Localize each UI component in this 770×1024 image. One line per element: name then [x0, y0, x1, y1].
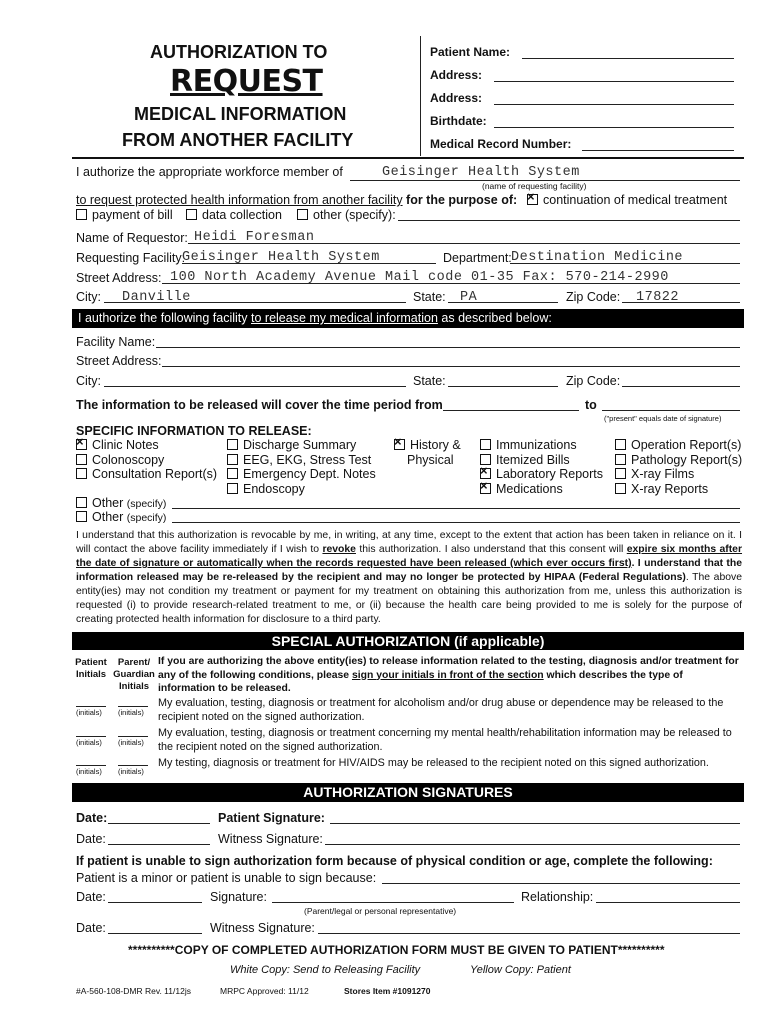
- specific-col1-item[interactable]: Colonoscopy: [76, 453, 164, 467]
- stores-item: Stores Item #1091270: [344, 986, 431, 996]
- relationship-label: Relationship:: [521, 890, 594, 904]
- requestor-street-value[interactable]: 100 North Academy Avenue Mail code 01-35 Fax: 570-214-2990: [170, 270, 669, 285]
- rep-witness-field[interactable]: [318, 933, 740, 934]
- checkbox-icon[interactable]: [615, 483, 626, 494]
- purpose-bill-option[interactable]: payment of bill: [76, 208, 173, 222]
- initials-caption: (initials): [76, 708, 102, 717]
- purpose-other-field[interactable]: [398, 220, 740, 221]
- specific-col1-item[interactable]: ×Clinic Notes: [76, 438, 159, 452]
- specific-col5-item[interactable]: X-ray Films: [615, 467, 694, 481]
- checkbox-icon[interactable]: [615, 454, 626, 465]
- requestor-state-label: State:: [413, 290, 446, 304]
- department-label: Department:: [443, 251, 512, 265]
- parent-caption: (Parent/legal or personal representative): [304, 906, 457, 916]
- address2-label: Address:: [430, 91, 483, 105]
- checkbox-icon[interactable]: [615, 439, 626, 450]
- checkbox-icon[interactable]: [297, 209, 308, 220]
- date-label: Date:: [76, 890, 106, 904]
- yellow-copy-note: Yellow Copy: Patient: [470, 964, 571, 976]
- specific-col1-item[interactable]: Consultation Report(s): [76, 467, 217, 481]
- mrn-field[interactable]: [582, 150, 734, 151]
- date-label: Date:: [76, 921, 106, 935]
- witness-signature-label: Witness Signature:: [218, 832, 323, 846]
- specific-col4-item[interactable]: Immunizations: [480, 438, 577, 452]
- relationship-field[interactable]: [596, 902, 740, 903]
- purpose-data-option[interactable]: data collection: [186, 208, 282, 222]
- checkbox-icon[interactable]: [227, 454, 238, 465]
- initials-patient-2[interactable]: [76, 736, 106, 737]
- rep-signature-field[interactable]: [272, 902, 514, 903]
- address1-label: Address:: [430, 68, 483, 82]
- special-authorization-bar: SPECIAL AUTHORIZATION (if applicable): [72, 632, 744, 650]
- other1-field[interactable]: [172, 508, 740, 509]
- other1-option[interactable]: Other (specify): [76, 496, 166, 510]
- patient-initials-header: Patient Initials: [75, 657, 107, 680]
- header-bottom-rule: [72, 157, 744, 159]
- special-item-1: My evaluation, testing, diagnosis or treatment for alcoholism and/or drug abuse or dependence may be released to the recipient noted on the signed authorization.: [158, 697, 724, 723]
- unable-heading: If patient is unable to sign authorization form because of physical condition or age, complete the following:: [76, 854, 713, 868]
- mrpc-approved: MRPC Approved: 11/12: [220, 986, 309, 996]
- header-divider: [420, 36, 421, 156]
- specific-info-heading: SPECIFIC INFORMATION TO RELEASE:: [76, 424, 312, 438]
- white-copy-note: White Copy: Send to Releasing Facility: [230, 964, 421, 976]
- initials-caption: (initials): [76, 767, 102, 776]
- initials-guardian-2[interactable]: [118, 736, 148, 737]
- release-street-label: Street Address:: [76, 354, 162, 368]
- requestor-city-value[interactable]: Danville: [122, 290, 191, 305]
- specific-col2-item[interactable]: Discharge Summary: [227, 438, 356, 452]
- checkbox-icon[interactable]: [76, 209, 87, 220]
- other2-option[interactable]: Other (specify): [76, 510, 166, 524]
- legal-paragraph: I understand that this authorization is revocable by me, in writing, at any time, except to the extent that action has been taken in reliance on it. I will contact the above facility immediately if I wish to revoke this authorization. I also understand that this consent will expire six months after the date of signature or automatically when the records requested have been released (which ever occurs first). I understand that the information released may be re-released by the recipient and may no longer be protected by HIPAA (Federal Regulations). The above entity(ies) may not condition my treatment or payment for my treatment on obtaining this authorization from me, unless this authorization is requested (i) to provide research-related treatment to me, or (ii) because the health care being provided to me is solely for the purpose of creating protected health information for disclosure to a third party.: [76, 530, 743, 625]
- unable-reason-field[interactable]: [382, 883, 740, 884]
- specific-col4-item[interactable]: ×Laboratory Reports: [480, 467, 603, 481]
- authorization-signatures-bar: AUTHORIZATION SIGNATURES: [72, 783, 744, 802]
- rep-date-field[interactable]: [108, 902, 202, 903]
- specific-col5-item[interactable]: Operation Report(s): [615, 438, 741, 452]
- requesting-facility-caption: (name of requesting facility): [482, 181, 587, 191]
- checkbox-icon[interactable]: [615, 468, 626, 479]
- department-value[interactable]: Destination Medicine: [511, 250, 684, 265]
- rep-signature-label: Signature:: [210, 890, 267, 904]
- release-facility-label: Facility Name:: [76, 335, 156, 349]
- patient-date-field[interactable]: [108, 823, 210, 824]
- period-to-field[interactable]: [602, 410, 740, 411]
- special-item-3: My testing, diagnosis or treatment for HIV/AIDS may be released to the recipient noted on this signed authorization.: [158, 757, 709, 769]
- form-title-request: REQUEST: [170, 64, 323, 99]
- form-number: #A-560-108-DMR Rev. 11/12js: [76, 986, 191, 996]
- address1-field[interactable]: [494, 81, 734, 82]
- release-facility-field[interactable]: [156, 347, 740, 348]
- initials-caption: (initials): [118, 708, 144, 717]
- requesting-facility-value[interactable]: Geisinger Health System: [382, 165, 580, 180]
- rep-witness-date-field[interactable]: [108, 933, 202, 934]
- requestor-street-label: Street Address:: [76, 271, 162, 285]
- checkbox-icon[interactable]: [480, 439, 491, 450]
- special-item-2: My evaluation, testing, diagnosis or treatment concerning my mental health/rehabilitation information may be released to the recipient noted on the signed authorization.: [158, 727, 732, 753]
- checkbox-icon[interactable]: [76, 468, 87, 479]
- checkbox-checked-icon[interactable]: [394, 439, 405, 450]
- release-state-field[interactable]: [448, 386, 558, 387]
- other2-field[interactable]: [172, 522, 740, 523]
- copy-notice: **********COPY OF COMPLETED AUTHORIZATION FORM MUST BE GIVEN TO PATIENT**********: [128, 943, 665, 957]
- purpose-line: to request protected health information from another facility for the purpose of:: [76, 193, 518, 207]
- requestor-city-label: City:: [76, 290, 101, 304]
- specific-col5-item[interactable]: X-ray Reports: [615, 482, 708, 496]
- requesting-facility-line-value[interactable]: Geisinger Health System: [182, 250, 380, 265]
- release-authorization-bar: I authorize the following facility to release my medical information as described below:: [72, 309, 744, 328]
- present-note: ("present" equals date of signature): [604, 414, 722, 423]
- release-city-field[interactable]: [104, 386, 406, 387]
- release-state-label: State:: [413, 374, 446, 388]
- purpose-label: for the purpose of: [406, 193, 513, 207]
- specific-col2-item[interactable]: Emergency Dept. Notes: [227, 467, 376, 481]
- requestor-name-value[interactable]: Heidi Foresman: [194, 230, 315, 245]
- patient-signature-label: Patient Signature:: [218, 811, 325, 825]
- checkbox-checked-icon[interactable]: [76, 439, 87, 450]
- form-title-line4: FROM ANOTHER FACILITY: [122, 130, 354, 150]
- requestor-zip-value[interactable]: 17822: [636, 290, 680, 305]
- period-from-field[interactable]: [443, 410, 579, 411]
- release-zip-label: Zip Code:: [566, 374, 621, 388]
- checkbox-icon[interactable]: [227, 483, 238, 494]
- period-to-label: to: [585, 398, 597, 412]
- checkbox-icon[interactable]: [227, 468, 238, 479]
- specific-col2-item[interactable]: Endoscopy: [227, 482, 305, 496]
- birthdate-field[interactable]: [494, 127, 734, 128]
- checkbox-checked-icon[interactable]: [480, 483, 491, 494]
- special-intro: If you are authorizing the above entity(ies) to release information related to the testing, diagnosis and/or treatment for any of the following conditions, please sign your initials in front of the section which describes the type of information to be released.: [158, 656, 739, 694]
- address2-field[interactable]: [494, 104, 734, 105]
- unable-reason-label: Patient is a minor or patient is unable to sign because:: [76, 871, 377, 885]
- purpose-continuation-option[interactable]: × continuation of medical treatment: [527, 193, 727, 207]
- specific-col4-item[interactable]: Itemized Bills: [480, 453, 570, 467]
- witness-signature-field[interactable]: [325, 844, 740, 845]
- rep-witness-label: Witness Signature:: [210, 921, 315, 935]
- initials-guardian-3[interactable]: [118, 765, 148, 766]
- birthdate-label: Birthdate:: [430, 114, 487, 128]
- specific-col5-item[interactable]: Pathology Report(s): [615, 453, 742, 467]
- initials-patient-3[interactable]: [76, 765, 106, 766]
- requestor-state-value[interactable]: PA: [460, 290, 478, 305]
- specific-history-physical-line2: Physical: [407, 453, 454, 467]
- witness-date-field[interactable]: [108, 844, 210, 845]
- purpose-prefix: to request protected health information from another facility: [76, 193, 403, 207]
- initials-caption: (initials): [118, 738, 144, 747]
- date-label: Date:: [76, 811, 108, 825]
- patient-name-label: Patient Name:: [430, 45, 511, 59]
- guardian-initials-header: Parent/ Guardian Initials: [113, 657, 155, 692]
- checkbox-icon[interactable]: [76, 497, 87, 508]
- specific-col4-item[interactable]: ×Medications: [480, 482, 563, 496]
- specific-history-physical[interactable]: ×History &: [394, 438, 461, 452]
- patient-signature-field[interactable]: [330, 823, 740, 824]
- release-zip-field[interactable]: [622, 386, 740, 387]
- patient-name-field[interactable]: [522, 58, 734, 59]
- form-title-line1: AUTHORIZATION TO: [150, 42, 328, 62]
- authorize-prefix: I authorize the appropriate workforce member of: [76, 165, 343, 179]
- release-street-field[interactable]: [162, 366, 740, 367]
- initials-caption: (initials): [76, 738, 102, 747]
- checkbox-icon[interactable]: [227, 439, 238, 450]
- date-label: Date:: [76, 832, 106, 846]
- specific-col2-item[interactable]: EEG, EKG, Stress Test: [227, 453, 371, 467]
- checkbox-checked-icon[interactable]: [527, 194, 538, 205]
- period-label: The information to be released will cover the time period from: [76, 398, 443, 412]
- requesting-facility-label: Requesting Facility:: [76, 251, 186, 265]
- checkbox-icon[interactable]: [76, 454, 87, 465]
- checkbox-icon[interactable]: [186, 209, 197, 220]
- initials-caption: (initials): [118, 767, 144, 776]
- initials-guardian-1[interactable]: [118, 706, 148, 707]
- form-title-line3: MEDICAL INFORMATION: [134, 104, 347, 124]
- requestor-name-label: Name of Requestor:: [76, 231, 188, 245]
- mrn-label: Medical Record Number:: [430, 137, 572, 151]
- checkbox-icon[interactable]: [76, 511, 87, 522]
- release-city-label: City:: [76, 374, 101, 388]
- initials-patient-1[interactable]: [76, 706, 106, 707]
- requestor-zip-label: Zip Code:: [566, 290, 621, 304]
- purpose-other-option[interactable]: other (specify):: [297, 208, 396, 222]
